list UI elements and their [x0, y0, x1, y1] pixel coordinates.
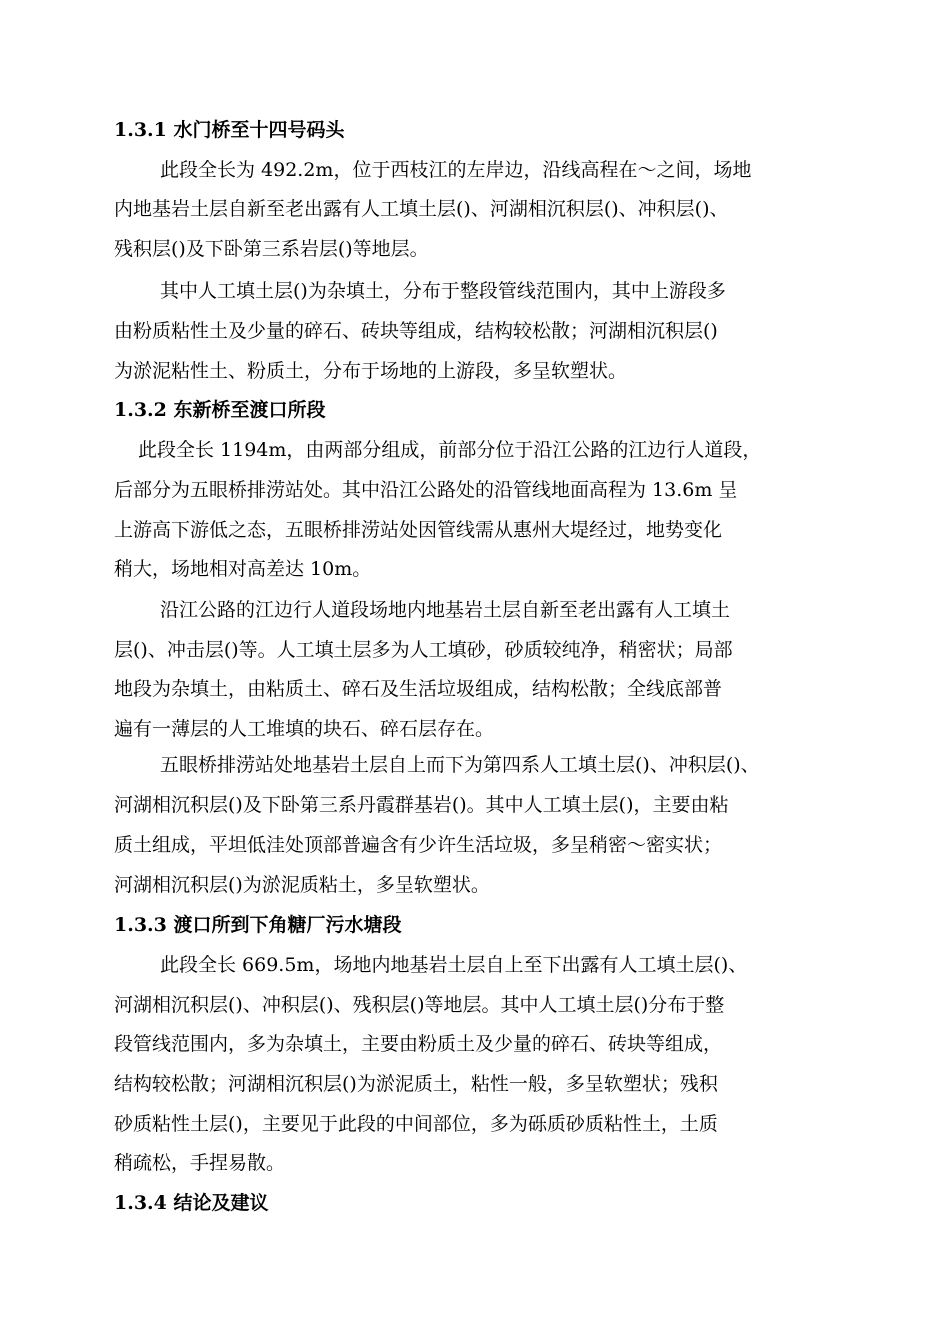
paragraph-line: 沿江公路的江边行人道段场地内地基岩土层自新至老出露有人工填土: [160, 599, 731, 621]
paragraph-line: 其中人工填土层()为杂填土，分布于整段管线范围内，其中上游段多: [160, 280, 726, 302]
paragraph-line: 内地基岩土层自新至老出露有人工填土层()、河湖相沉积层()、冲积层()、: [114, 198, 729, 220]
paragraph-line: 砂质粘性土层()，主要见于此段的中间部位，多为砾质砂质粘性土，土质: [114, 1113, 718, 1135]
paragraph-line: 此段全长 669.5m，场地内地基岩土层自上至下出露有人工填土层()、: [160, 954, 748, 976]
paragraph-line: 稍大，场地相对高差达 10m。: [114, 558, 372, 580]
paragraph-line: 由粉质粘性土及少量的碎石、砖块等组成，结构较松散；河湖相沉积层(): [114, 320, 718, 342]
paragraph-line: 河湖相沉积层()为淤泥质粘土，多呈软塑状。: [114, 874, 490, 896]
section-heading-1-3-2: 1.3.2 东新桥至渡口所段: [114, 399, 326, 421]
paragraph-line: 地段为杂填土，由粘质土、碎石及生活垃圾组成，结构松散；全线底部普: [114, 678, 723, 700]
paragraph-line: 结构较松散；河湖相沉积层()为淤泥质土，粘性一般，多呈软塑状；残积: [114, 1073, 718, 1095]
paragraph-line: 遍有一薄层的人工堆填的块石、碎石层存在。: [114, 718, 495, 740]
paragraph-line: 段管线范围内，多为杂填土，主要由粉质土及少量的碎石、砖块等组成，: [114, 1033, 723, 1055]
paragraph-line: 河湖相沉积层()及下卧第三系丹霞群基岩()。其中人工填土层()，主要由粘: [114, 794, 729, 816]
paragraph-line: 此段全长为 492.2m，位于西枝江的左岸边，沿线高程在～之间，场地: [160, 159, 752, 181]
paragraph-line: 后部分为五眼桥排涝站处。其中沿江公路处的沿管线地面高程为 13.6m 呈: [114, 479, 738, 501]
section-heading-1-3-4: 1.3.4 结论及建议: [114, 1192, 269, 1214]
paragraph-line: 五眼桥排涝站处地基岩土层自上而下为第四系人工填土层()、冲积层()、: [160, 754, 760, 776]
paragraph-line: 残积层()及下卧第三系岩层()等地层。: [114, 238, 429, 260]
paragraph-line: 此段全长 1194m，由两部分组成，前部分位于沿江公路的江边行人道段，: [138, 439, 762, 461]
section-heading-1-3-3: 1.3.3 渡口所到下角糖厂污水塘段: [114, 914, 402, 936]
paragraph-line: 河湖相沉积层()、冲积层()、残积层()等地层。其中人工填土层()分布于整: [114, 994, 725, 1016]
section-heading-1-3-1: 1.3.1 水门桥至十四号码头: [114, 119, 345, 141]
paragraph-line: 质土组成，平坦低洼处顶部普遍含有少许生活垃圾，多呈稍密～密实状；: [114, 834, 723, 856]
paragraph-line: 为淤泥粘性土、粉质土，分布于场地的上游段，多呈软塑状。: [114, 360, 628, 382]
paragraph-line: 上游高下游低之态，五眼桥排涝站处因管线需从惠州大堤经过，地势变化: [114, 519, 723, 541]
paragraph-line: 层()、冲击层()等。人工填土层多为人工填砂，砂质较纯净，稍密状；局部: [114, 639, 733, 661]
paragraph-line: 稍疏松，手捏易散。: [114, 1152, 286, 1174]
